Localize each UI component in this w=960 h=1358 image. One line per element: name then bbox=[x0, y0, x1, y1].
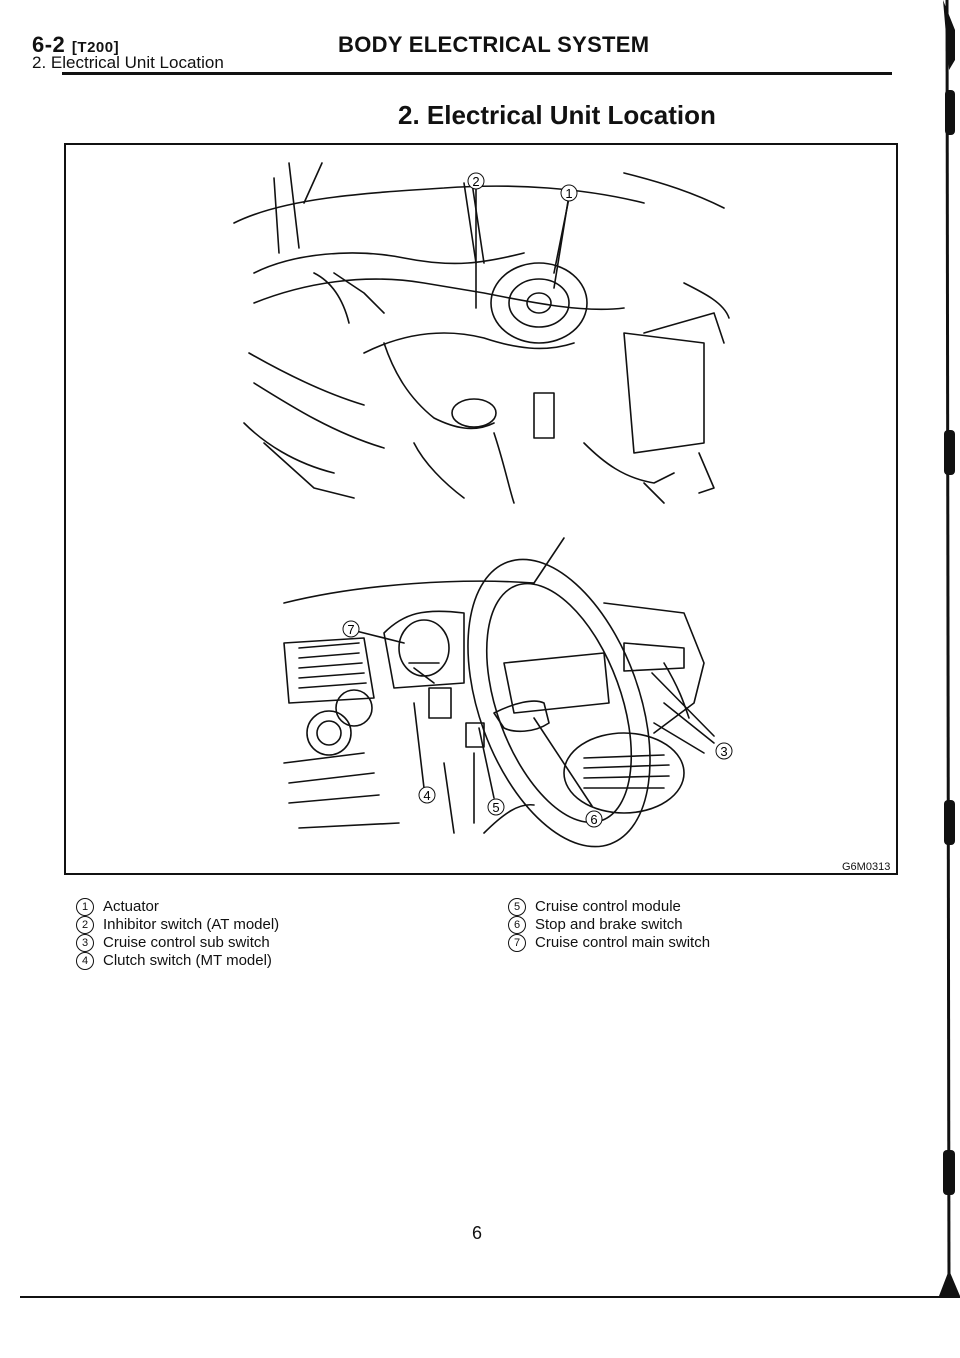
callout-1 bbox=[561, 185, 577, 201]
legend-item bbox=[508, 916, 710, 934]
svg-text:5: 5 bbox=[492, 800, 500, 815]
legend-text: Cruise control module bbox=[535, 898, 681, 915]
svg-text:1: 1 bbox=[565, 186, 573, 201]
footer-rule bbox=[20, 1296, 960, 1298]
svg-text:6: 6 bbox=[590, 812, 598, 827]
page-number: 6 bbox=[472, 1223, 483, 1243]
callout-7 bbox=[343, 621, 359, 637]
legend-number: 3 bbox=[76, 934, 94, 952]
legend-item bbox=[76, 898, 279, 916]
legend-item bbox=[76, 916, 279, 934]
legend-left bbox=[76, 898, 279, 970]
system-title: BODY ELECTRICAL SYSTEM bbox=[338, 32, 650, 57]
svg-text:7: 7 bbox=[347, 622, 355, 637]
section-number: 6-2 bbox=[32, 32, 66, 57]
engine-bay-drawing bbox=[234, 163, 729, 503]
callout-4 bbox=[419, 787, 435, 803]
legend-item bbox=[76, 934, 279, 952]
figure-code: G6M0313 bbox=[842, 861, 891, 873]
legend-text: Cruise control sub switch bbox=[103, 934, 270, 952]
legend-text: Stop and brake switch bbox=[535, 916, 683, 934]
legend-text: Cruise control main switch bbox=[535, 934, 711, 952]
code-reference: [T200] bbox=[71, 39, 120, 56]
legend-item bbox=[508, 934, 710, 952]
binder-edge bbox=[935, 0, 960, 1300]
svg-text:4: 4 bbox=[423, 788, 431, 803]
legend-number: 5 bbox=[508, 898, 526, 916]
legend-item bbox=[76, 952, 279, 970]
legend-number: 2 bbox=[76, 916, 94, 934]
svg-text:2: 2 bbox=[472, 174, 480, 189]
legend-text: Clutch switch (MT model) bbox=[103, 952, 272, 970]
wiring-illustration bbox=[64, 143, 898, 875]
section-title: 2. Electrical Unit Location bbox=[398, 100, 716, 130]
header-subtitle: 2. Electrical Unit Location bbox=[32, 53, 224, 72]
header-rule bbox=[62, 72, 892, 75]
legend-text: Inhibitor switch (AT model) bbox=[103, 916, 280, 934]
legend-number: 7 bbox=[508, 934, 526, 952]
callout-2 bbox=[468, 173, 484, 189]
callout-6 bbox=[586, 811, 602, 827]
dashboard-drawing bbox=[284, 535, 714, 872]
callout-5 bbox=[488, 799, 504, 815]
legend-number: 1 bbox=[76, 898, 94, 916]
legend-text: Actuator bbox=[103, 898, 159, 915]
callout-3 bbox=[716, 743, 732, 759]
legend-number: 6 bbox=[508, 916, 526, 934]
legend-right bbox=[508, 898, 710, 952]
legend-item bbox=[508, 898, 710, 916]
legend-number: 4 bbox=[76, 952, 94, 970]
svg-text:3: 3 bbox=[720, 744, 728, 759]
